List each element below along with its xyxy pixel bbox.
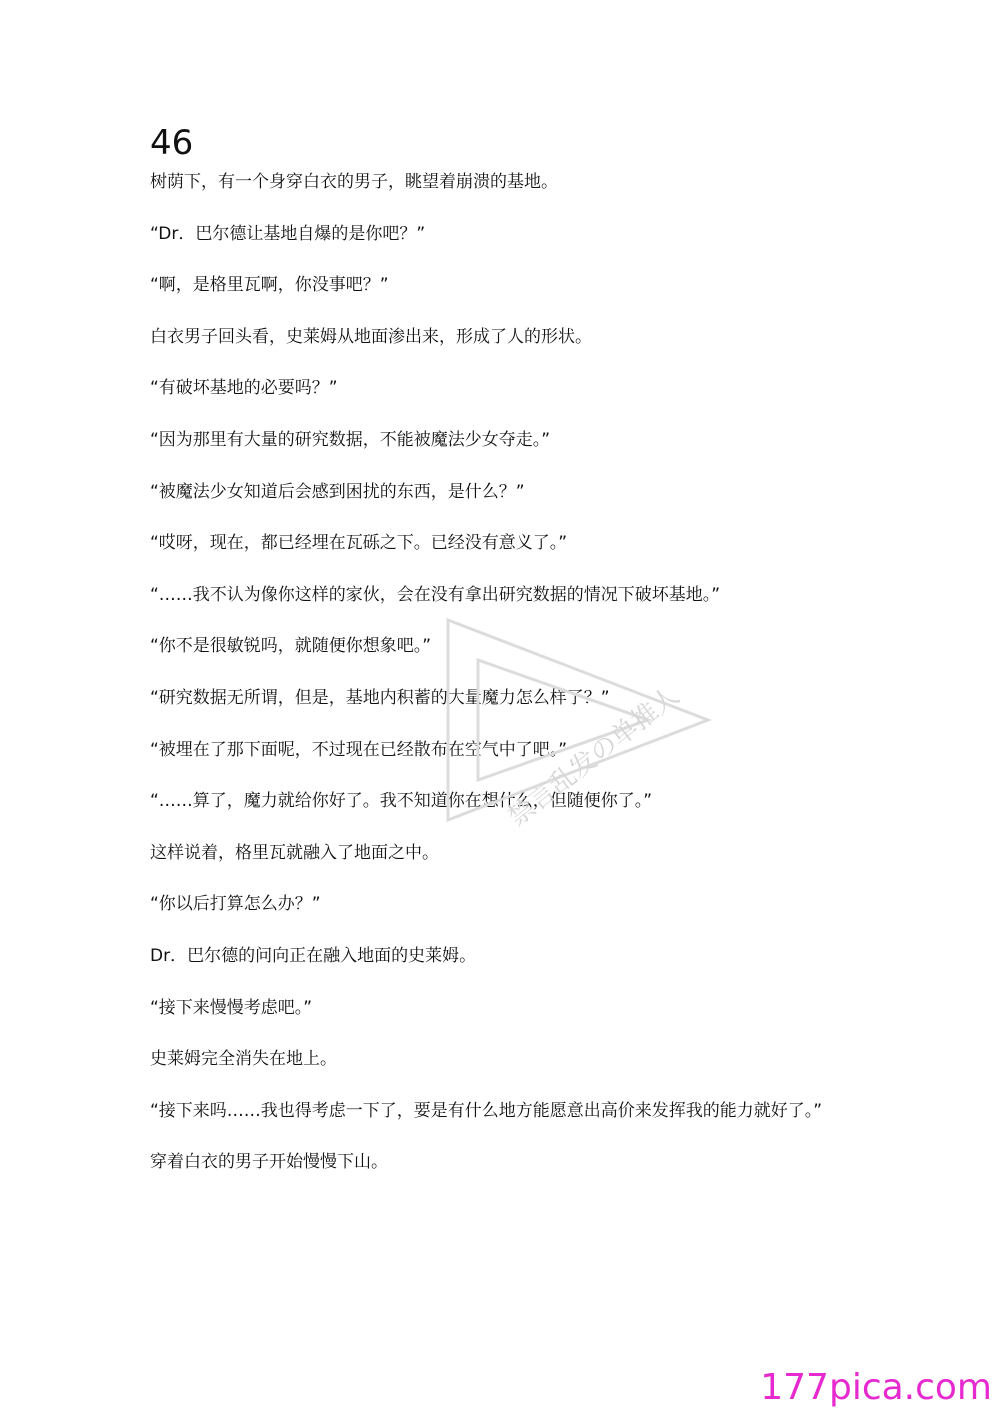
body-text (150, 170, 860, 1202)
paragraph: Dr．巴尔德的问向正在融入地面的史莱姆。 (150, 945, 477, 966)
paragraph: “……算了，魔力就给你好了。我不知道你在想什么，但随便你了。” (150, 791, 653, 812)
paragraph: 这样说着，格里瓦就融入了地面之中。 (150, 842, 439, 863)
paragraph: “Dr．巴尔德让基地自爆的是你吧？” (150, 223, 426, 244)
paragraph: “有破坏基地的必要吗？” (150, 378, 338, 399)
paragraph: “接下来慢慢考虑吧。” (150, 997, 313, 1018)
paragraph: 白衣男子回头看，史莱姆从地面渗出来，形成了人的形状。 (150, 326, 592, 347)
paragraph: 树荫下，有一个身穿白衣的男子，眺望着崩溃的基地。 (150, 172, 558, 192)
paragraph: “啊，是格里瓦啊，你没事吧？” (150, 275, 389, 296)
paragraph: “……我不认为像你这样的家伙，会在没有拿出研究数据的情况下破坏基地。” (150, 584, 721, 605)
watermark-text: 禁言乱发の单推人 (502, 680, 686, 833)
chapter-number: 46 (150, 123, 194, 163)
paragraph: 史莱姆完全消失在地上。 (150, 1049, 337, 1070)
site-watermark: 177pica.com (760, 1367, 992, 1408)
paragraph: “你不是很敏锐吗，就随便你想象吧。” (150, 636, 432, 657)
paragraph: “被魔法少女知道后会感到困扰的东西，是什么？” (150, 481, 525, 502)
paragraph: “你以后打算怎么办？” (150, 894, 321, 915)
paragraph: “因为那里有大量的研究数据，不能被魔法少女夺走。” (150, 429, 551, 450)
paragraph: “研究数据无所谓，但是，基地内积蓄的大量魔力怎么样了？” (150, 687, 610, 708)
paragraph: “哎呀，现在，都已经埋在瓦砾之下。已经没有意义了。” (150, 533, 568, 554)
paragraph: “接下来吗……我也得考虑一下了，要是有什么地方能愿意出高价来发挥我的能力就好了。” (150, 1100, 823, 1121)
paragraph: 穿着白衣的男子开始慢慢下山。 (150, 1152, 388, 1173)
paragraph: “被埋在了那下面呢，不过现在已经散布在空气中了吧。” (150, 739, 568, 760)
